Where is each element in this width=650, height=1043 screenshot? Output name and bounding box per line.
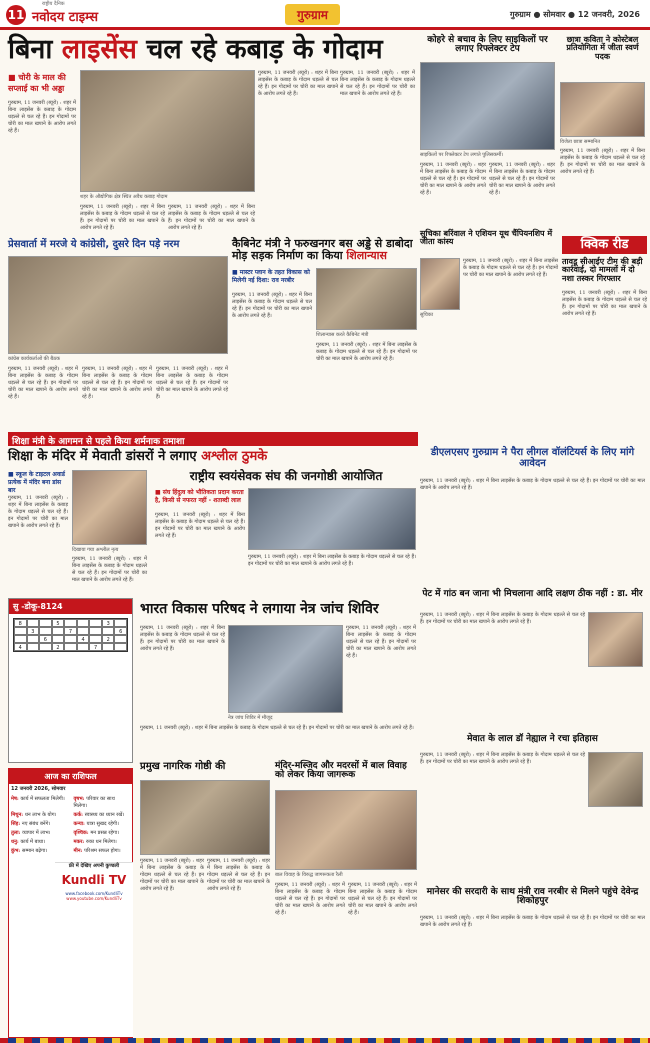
qr-story3-body: गुरुग्राम, 11 जनवरी (ब्यूरो) : शहर में बिना लाइसेंस के कबाड़ के गोदाम धड़ल्ले से चल रहे हैं। इन गोदामों पर चोरी का माल खपाने के आरोप लगते रहे हैं। — [420, 612, 585, 625]
rashi-name: मेष: — [11, 796, 21, 802]
rashi-text: परिवार का साथ मिलेगा। — [73, 796, 115, 809]
qr-story5-body: गुरुग्राम, 11 जनवरी (ब्यूरो) : शहर में बिना लाइसेंस के कबाड़ के गोदाम धड़ल्ले से चल रहे हैं। इन गोदामों पर चोरी का माल खपाने के आरोप लगते रहे हैं। — [420, 915, 645, 928]
sudoku-cell — [89, 627, 102, 635]
rashi-name: कर्क: — [73, 812, 85, 818]
sudoku-cell — [14, 635, 27, 643]
sudoku-box — [8, 598, 133, 763]
sudoku-cell: 7 — [89, 643, 102, 651]
cabinet-caption: शिलान्यास करते कैबिनेट मंत्री — [316, 332, 369, 338]
sudoku-cell: 6 — [39, 635, 52, 643]
teachers-body-2: गुरुग्राम, 11 जनवरी (ब्यूरो) : शहर में बिना लाइसेंस के कबाड़ के गोदाम धड़ल्ले से चल रहे हैं। इन गोदामों पर चोरी का माल खपाने के आरोप लगते रहे हैं। — [72, 556, 147, 583]
cabinet-subhead: ■ मास्टर प्लान के तहत विकास को मिलेगी नई दिशा: राव नरबीर — [232, 269, 310, 284]
mandir-photo — [275, 790, 417, 870]
rashi-name: धनु: — [11, 839, 21, 845]
sudoku-cell — [114, 619, 127, 627]
teachers-subhead: ■ स्कूल के टाइटल अवार्ड प्रत्येक में मंदिर बना डांस बार — [8, 471, 65, 494]
protest-body-2: गुरुग्राम, 11 जनवरी (ब्यूरो) : शहर में बिना लाइसेंस के कबाड़ के गोदाम धड़ल्ले से चल रहे हैं। इन गोदामों पर चोरी का माल खपाने के आरोप लगते रहे हैं। — [82, 366, 152, 400]
rashi-name: तुला: — [11, 830, 23, 836]
sudoku-cell: 3 — [27, 627, 40, 635]
mandir-body-2: गुरुग्राम, 11 जनवरी (ब्यूरो) : शहर में बिना लाइसेंस के कबाड़ के गोदाम धड़ल्ले से चल रहे हैं। इन गोदामों पर चोरी का माल खपाने के आरोप लगते रहे हैं। — [348, 882, 417, 916]
doctor-photo — [588, 612, 643, 667]
sudoku-cell: 4 — [77, 635, 90, 643]
rashi-text: स्वास्थ्य का ध्यान रखें। — [84, 812, 125, 818]
lead-photo-caption: शहर के औद्योगिक क्षेत्र स्थित अवैध कबाड़ गोदाम — [80, 194, 168, 200]
rss-subhead: ■ संघ हिंदुत्व को भौतिकता प्रदान करता है, किसी से नफरत नहीं - शताब्दी लाल — [155, 489, 244, 504]
sudoku-cell — [52, 627, 65, 635]
rashi-item — [11, 821, 68, 828]
ad-line: फ्री में देखिए अपनी कुण्डली — [68, 863, 120, 869]
rashi-item — [11, 796, 68, 810]
girls-headline: छात्रा कविता ने कोस्टेबल प्रतियोगिता में जीता स्वर्ण पदक — [566, 35, 639, 61]
lead-body-4: गुरुग्राम, 11 जनवरी (ब्यूरो) : शहर में बिना लाइसेंस के कबाड़ के गोदाम धड़ल्ले से चल रहे हैं। इन गोदामों पर चोरी का माल खपाने के आरोप लगते रहे हैं। — [258, 70, 338, 97]
qr-story2-headline: डीएलएसए गुरुग्राम ने पैरा लीगल वॉलंटियर्स के लिए मांगे आवेदन — [430, 447, 635, 469]
bharat-headline: भारत विकास परिषद ने लगाया नेत्र जांच शिविर — [140, 601, 379, 617]
girls-body: गुरुग्राम, 11 जनवरी (ब्यूरो) : शहर में बिना लाइसेंस के कबाड़ के गोदाम धड़ल्ले से चल रहे हैं। इन गोदामों पर चोरी का माल खपाने के आरोप लगते रहे हैं। — [560, 148, 645, 175]
girls-caption: विजेता छात्रा सम्मानित — [560, 139, 601, 145]
lead-headline: बिना लाइसेंस चल रहे कबाड़ के गोदाम — [8, 34, 383, 65]
rashifal-title: आज का राशिफल — [9, 769, 132, 784]
qr-story4-headline: मेवात के लाल डॉ नेह्याल ने रचा इतिहास — [467, 734, 598, 744]
rashi-name: सिंह: — [11, 821, 22, 827]
rashi-text: रुका धन मिलेगा। — [85, 839, 117, 845]
rashi-text: कार्य में सफलता मिलेगी। — [20, 796, 65, 802]
rashi-item — [11, 812, 68, 819]
sudoku-cell — [64, 635, 77, 643]
rss-body: गुरुग्राम, 11 जनवरी (ब्यूरो) : शहर में बिना लाइसेंस के कबाड़ के गोदाम धड़ल्ले से चल रहे हैं। इन गोदामों पर चोरी का माल खपाने के आरोप लगते रहे हैं। — [155, 512, 245, 539]
qr-story4-body: गुरुग्राम, 11 जनवरी (ब्यूरो) : शहर में बिना लाइसेंस के कबाड़ के गोदाम धड़ल्ले से चल रहे हैं। इन गोदामों पर चोरी का माल खपाने के आरोप लगते रहे हैं। — [420, 752, 585, 765]
sudoku-cell — [39, 619, 52, 627]
lead-subhead: ■ चोरी के माल की सप्लाई का भी अड्डा — [8, 73, 66, 93]
sudoku-cell — [77, 643, 90, 651]
ad-youtube: www.youtube.com/KundliTv — [66, 896, 122, 901]
teachers-banner: शिक्षा मंत्री के आगमन से पहले किया शर्मनाक तमाशा — [8, 432, 418, 446]
cabinet-body-2: गुरुग्राम, 11 जनवरी (ब्यूरो) : शहर में बिना लाइसेंस के कबाड़ के गोदाम धड़ल्ले से चल रहे हैं। इन गोदामों पर चोरी का माल खपाने के आरोप लगते रहे हैं। — [316, 342, 417, 362]
rashi-item — [74, 839, 131, 846]
rss-photo — [248, 488, 416, 550]
rashifal-list — [9, 794, 132, 857]
sudoku-cell — [64, 643, 77, 651]
lead-photo — [80, 70, 255, 192]
bharat-body-3: गुरुग्राम, 11 जनवरी (ब्यूरो) : शहर में बिना लाइसेंस के कबाड़ के गोदाम धड़ल्ले से चल रहे हैं। इन गोदामों पर चोरी का माल खपाने के आरोप लगते रहे हैं। — [140, 725, 414, 731]
nagrik-body-2: गुरुग्राम, 11 जनवरी (ब्यूरो) : शहर में बिना लाइसेंस के कबाड़ के गोदाम धड़ल्ले से चल रहे हैं। इन गोदामों पर चोरी का माल खपाने के आरोप लगते रहे हैं। — [207, 858, 271, 892]
sudoku-cell — [114, 643, 127, 651]
rashi-text: मन प्रसन्न रहेगा। — [90, 830, 120, 836]
sudoku-cell: 5 — [52, 619, 65, 627]
lead-body: गुरुग्राम, 11 जनवरी (ब्यूरो) : शहर में बिना लाइसेंस के कबाड़ के गोदाम धड़ल्ले से चल रहे हैं। इन गोदामों पर चोरी का माल खपाने के आरोप लगते रहे हैं। — [8, 100, 76, 134]
rss-headline: राष्ट्रीय स्वयंसेवक संघ की जनगोष्ठी आयोजित — [189, 469, 383, 483]
sudoku-cell — [27, 643, 40, 651]
protest-photo — [8, 256, 228, 354]
lead-body-2: गुरुग्राम, 11 जनवरी (ब्यूरो) : शहर में बिना लाइसेंस के कबाड़ के गोदाम धड़ल्ले से चल रहे हैं। इन गोदामों पर चोरी का माल खपाने के आरोप लगते रहे हैं। — [80, 204, 165, 231]
rashi-name: वृषभ: — [73, 796, 87, 802]
rashi-item — [74, 812, 131, 819]
rashi-item — [11, 848, 68, 855]
protest-caption: कांग्रेस कार्यकर्ताओं की बैठक — [8, 356, 60, 362]
sudoku-cell: 6 — [114, 627, 127, 635]
rashi-text: कार्य में बाधा। — [20, 839, 46, 845]
sudoku-cell — [14, 627, 27, 635]
sudoku-cell — [52, 635, 65, 643]
sudoku-cell — [114, 635, 127, 643]
sudoku-cell — [27, 635, 40, 643]
rashi-text: यात्रा सुखद रहेगी। — [86, 821, 119, 827]
page-number: 11 — [6, 5, 26, 25]
protest-headline: प्रेसवार्ता में मरजे ये कांग्रेसी, दुसरे दिन पड़े नरम — [8, 239, 180, 250]
rashi-name: मिथुन: — [11, 812, 25, 818]
sudoku-title: सु -डोकू-8124 — [9, 599, 132, 614]
bharat-caption: नेत्र जांच शिविर में मौजूद — [228, 715, 273, 721]
teachers-headline: शिक्षा के मंदिर में मेवाती डांसरों ने लगाए अश्लील ठुमके — [8, 449, 268, 464]
quick-read-band: क्विक रीड — [562, 236, 647, 254]
rashifal-date: 12 जनवरी 2026, सोमवार — [11, 786, 66, 792]
sudoku-cell — [64, 619, 77, 627]
qr-story1-headline: तावडू सीआईए टीम की बड़ी कार्रवाई, दो मामलों में दो नशा तस्कर गिरफ्तार — [562, 257, 643, 283]
rashi-item — [74, 830, 131, 837]
teachers-caption: दिखाया गया अश्लील नृत्य — [72, 547, 119, 553]
kusti-photo — [420, 258, 460, 310]
rashi-name: मकर: — [73, 839, 86, 845]
nagrik-photo — [140, 780, 270, 855]
girls-photo — [560, 82, 645, 137]
qr-story1-body: गुरुग्राम, 11 जनवरी (ब्यूरो) : शहर में बिना लाइसेंस के कबाड़ के गोदाम धड़ल्ले से चल रहे हैं। इन गोदामों पर चोरी का माल खपाने के आरोप लगते रहे हैं। — [562, 290, 647, 317]
cabinet-photo — [316, 268, 417, 330]
nagrik-body: गुरुग्राम, 11 जनवरी (ब्यूरो) : शहर में बिना लाइसेंस के कबाड़ के गोदाम धड़ल्ले से चल रहे हैं। इन गोदामों पर चोरी का माल खपाने के आरोप लगते रहे हैं। — [140, 858, 204, 892]
dateline: गुरुग्राम ● सोमवार ● 12 जनवरी, 2026 — [510, 10, 640, 19]
cabinet-body: गुरुग्राम, 11 जनवरी (ब्यूरो) : शहर में बिना लाइसेंस के कबाड़ के गोदाम धड़ल्ले से चल रहे हैं। इन गोदामों पर चोरी का माल खपाने के आरोप लगते रहे हैं। — [232, 292, 312, 319]
sudoku-grid — [13, 618, 128, 652]
cyclist-photo — [420, 62, 555, 150]
sudoku-cell: 4 — [14, 643, 27, 651]
section-label: गुरुग्राम — [285, 4, 340, 25]
ad-brand: Kundli TV — [61, 873, 127, 887]
rashi-item — [11, 830, 68, 837]
sudoku-cell: 2 — [102, 635, 115, 643]
cyclist-headline: कोहरे से बचाव के लिए साइकिलों पर लगाए रिफ्लेक्टर टेप — [427, 35, 548, 55]
qr-story3-headline: पेट में गांठ बन जाना भी मिचलाना आदि लक्षण ठीक नहीं : डा. मीर — [422, 589, 643, 599]
cyclist-body-2: गुरुग्राम, 11 जनवरी (ब्यूरो) : शहर में बिना लाइसेंस के कबाड़ के गोदाम धड़ल्ले से चल रहे हैं। इन गोदामों पर चोरी का माल खपाने के आरोप लगते रहे हैं। — [489, 162, 555, 196]
protest-body: गुरुग्राम, 11 जनवरी (ब्यूरो) : शहर में बिना लाइसेंस के कबाड़ के गोदाम धड़ल्ले से चल रहे हैं। इन गोदामों पर चोरी का माल खपाने के आरोप लगते रहे हैं। — [8, 366, 78, 400]
sudoku-cell — [39, 627, 52, 635]
qr-story2-body: गुरुग्राम, 11 जनवरी (ब्यूरो) : शहर में बिना लाइसेंस के कबाड़ के गोदाम धड़ल्ले से चल रहे हैं। इन गोदामों पर चोरी का माल खपाने के आरोप लगते रहे हैं। — [420, 478, 645, 491]
lead-body-5: गुरुग्राम, 11 जनवरी (ब्यूरो) : शहर में बिना लाइसेंस के कबाड़ के गोदाम धड़ल्ले से चल रहे हैं। इन गोदामों पर चोरी का माल खपाने के आरोप लगते रहे हैं। — [340, 70, 415, 97]
cyclist-caption: साइकिलों पर रिफ्लेक्टर टेप लगाते पुलिसकर्मी। — [420, 152, 504, 158]
qr-story5-headline: मानेसर की सरदारी के साथ मंत्री राव नरबीर से मिलने पहुंचे देवेन्द्र शिकोहपुर — [426, 887, 639, 907]
rashi-item — [11, 839, 68, 846]
nehyal-photo — [588, 752, 643, 807]
sudoku-cell — [89, 619, 102, 627]
rss-body-2: गुरुग्राम, 11 जनवरी (ब्यूरो) : शहर में बिना लाइसेंस के कबाड़ के गोदाम धड़ल्ले से चल रहे हैं। इन गोदामों पर चोरी का माल खपाने के आरोप लगते रहे हैं। — [248, 554, 416, 567]
rashi-text: नए संबंध बनेंगे। — [21, 821, 51, 827]
nagrik-headline: प्रमुख नागरिक गोष्ठी की — [140, 761, 226, 772]
sudoku-cell: 2 — [52, 643, 65, 651]
masthead: नवोदय टाइम्स — [32, 10, 99, 25]
lead-body-3: गुरुग्राम, 11 जनवरी (ब्यूरो) : शहर में बिना लाइसेंस के कबाड़ के गोदाम धड़ल्ले से चल रहे हैं। इन गोदामों पर चोरी का माल खपाने के आरोप लगते रहे हैं। — [168, 204, 255, 231]
rashi-name: मीन: — [73, 848, 85, 854]
sudoku-cell — [77, 619, 90, 627]
sudoku-cell: 3 — [102, 619, 115, 627]
rashi-name: वृश्चिक: — [73, 830, 91, 836]
mandir-headline: मंदिर-मस्जिद और मदरसों में बाल विवाह को लेकर किया जागरूक — [275, 761, 407, 781]
ad-facebook: www.facebook.com/KundliTv — [65, 891, 123, 896]
cabinet-headline: कैबिनेट मंत्री ने फरुखनगर बस अड्डे से डाबोदा मोड़ सड़क निर्माण का किया शिलान्यास — [232, 237, 413, 262]
teachers-photo — [72, 470, 147, 545]
sudoku-cell — [77, 627, 90, 635]
rashi-text: परिश्रम सफल होगा। — [84, 848, 121, 854]
sudoku-cell: 7 — [64, 627, 77, 635]
sudoku-cell: 8 — [14, 619, 27, 627]
rashi-name: कन्या: — [73, 821, 87, 827]
kusti-caption: सुचिका — [420, 312, 433, 318]
teachers-body: गुरुग्राम, 11 जनवरी (ब्यूरो) : शहर में बिना लाइसेंस के कबाड़ के गोदाम धड़ल्ले से चल रहे हैं। इन गोदामों पर चोरी का माल खपाने के आरोप लगते रहे हैं। — [8, 495, 68, 529]
rashi-text: धन लाभ के योग। — [24, 812, 57, 818]
bharat-photo — [228, 625, 343, 713]
mandir-caption: बाल विवाह के विरुद्ध जागरूकता रैली — [275, 872, 343, 878]
rashi-text: सम्मान बढ़ेगा। — [21, 848, 48, 854]
sudoku-cell — [89, 635, 102, 643]
kundli-ad — [55, 862, 133, 1037]
cyclist-body: गुरुग्राम, 11 जनवरी (ब्यूरो) : शहर में बिना लाइसेंस के कबाड़ के गोदाम धड़ल्ले से चल रहे हैं। इन गोदामों पर चोरी का माल खपाने के आरोप लगते रहे हैं। — [420, 162, 486, 196]
kusti-headline: सुचिका बरिंवाल ने एशियन यूथ चैंपियनशिप में जीता कांस्य — [420, 229, 553, 247]
masthead-tagline: राष्ट्रीय दैनिक — [42, 1, 65, 7]
sudoku-cell — [39, 643, 52, 651]
bharat-body: गुरुग्राम, 11 जनवरी (ब्यूरो) : शहर में बिना लाइसेंस के कबाड़ के गोदाम धड़ल्ले से चल रहे हैं। इन गोदामों पर चोरी का माल खपाने के आरोप लगते रहे हैं। — [140, 625, 225, 652]
rashi-text: व्यापार में लाभ। — [22, 830, 51, 836]
kusti-body: गुरुग्राम, 11 जनवरी (ब्यूरो) : शहर में बिना लाइसेंस के कबाड़ के गोदाम धड़ल्ले से चल रहे हैं। इन गोदामों पर चोरी का माल खपाने के आरोप लगते रहे हैं। — [463, 258, 558, 278]
bharat-body-2: गुरुग्राम, 11 जनवरी (ब्यूरो) : शहर में बिना लाइसेंस के कबाड़ के गोदाम धड़ल्ले से चल रहे हैं। इन गोदामों पर चोरी का माल खपाने के आरोप लगते रहे हैं। — [346, 625, 416, 659]
rashi-item — [74, 796, 131, 810]
footer-strip — [0, 1038, 650, 1043]
page-header — [0, 0, 650, 30]
protest-body-3: गुरुग्राम, 11 जनवरी (ब्यूरो) : शहर में बिना लाइसेंस के कबाड़ के गोदाम धड़ल्ले से चल रहे हैं। इन गोदामों पर चोरी का माल खपाने के आरोप लगते रहे हैं। — [156, 366, 228, 400]
rashi-item — [74, 821, 131, 828]
sudoku-cell — [102, 643, 115, 651]
rashi-item — [74, 848, 131, 855]
mandir-body: गुरुग्राम, 11 जनवरी (ब्यूरो) : शहर में बिना लाइसेंस के कबाड़ के गोदाम धड़ल्ले से चल रहे हैं। इन गोदामों पर चोरी का माल खपाने के आरोप लगते रहे हैं। — [275, 882, 345, 916]
sudoku-cell — [27, 619, 40, 627]
rashi-name: कुंभ: — [11, 848, 22, 854]
sudoku-cell — [102, 627, 115, 635]
